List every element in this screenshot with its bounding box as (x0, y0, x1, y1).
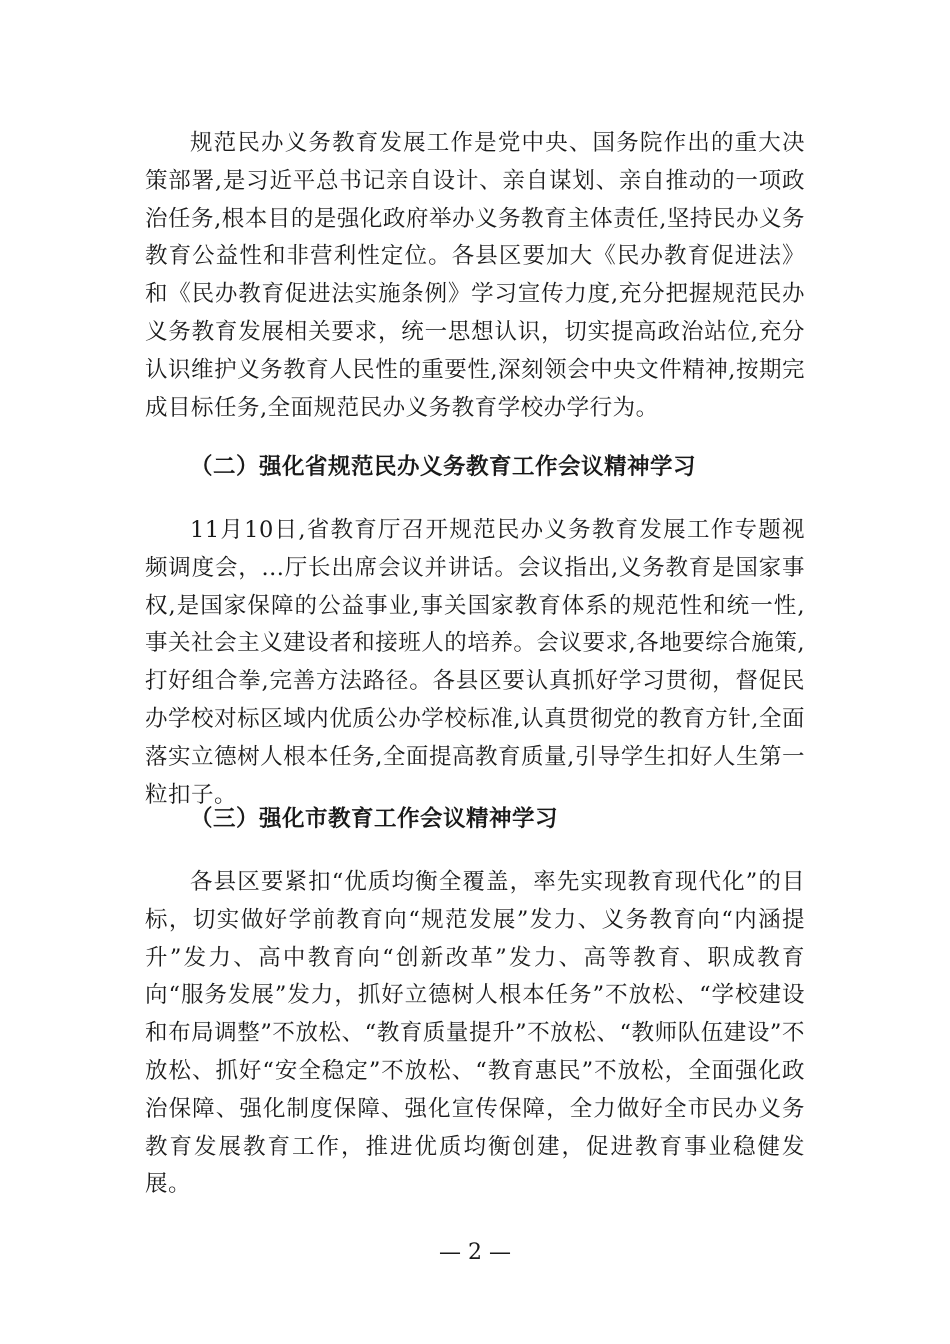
page-number: — 2 — (439, 1240, 511, 1265)
body-paragraph: 11月10日,省教育厅召开规范民办义务教育发展工作专题视频调度会，...厅长出席会议并讲话。会议指出,义务教育是国家事权,是国家保障的公益事业,事关国家教育体系的规范性和统一性,事关社会主义建设者和接班人的培养。会议要求,各地要综合施策,打好组合拳,完善方法路径。各县区要认真抓好学习贯彻，督促民办学校对标区域内优质公办学校标准,认真贯彻党的教育方针,全面落实立德树人根本任务,全面提高教育质量,引导学生扣好人生第一粒扣子。 (145, 517, 805, 808)
body-paragraph: 各县区要紧扣“优质均衡全覆盖，率先实现教育现代化”的目标，切实做好学前教育向“规范发展”发力、义务教育向“内涵提升”发力、高中教育向“创新改革”发力、高等教育、职成教育向“服务发展”发力，抓好立德树人根本任务”不放松、“学校建设和布局调整”不放松、“教育质量提升”不放松、“教师队伍建设”不放松、抓好“安全稳定”不放松、“教育惠民”不放松，全面强化政治保障、强化制度保障、强化宣传保障，全力做好全市民办义务教育发展教育工作，推进优质均衡创建，促进教育事业稳健发展。 (145, 869, 805, 1198)
section-heading: （三）强化市教育工作会议精神学习 (190, 806, 559, 832)
body-paragraph: 规范民办义务教育发展工作是党中央、国务院作出的重大决策部署,是习近平总书记亲自设计、亲自谋划、亲自推动的一项政治任务,根本目的是强化政府举办义务教育主体责任,坚持民办义务教育公益性和非营利性定位。各县区要加大《民办教育促进法》和《民办教育促进法实施条例》学习宣传力度,充分把握规范民办义务教育发展相关要求，统一思想认识，切实提高政治站位,充分认识维护义务教育人民性的重要性,深刻领会中央文件精神,按期完成目标任务,全面规范民办义务教育学校办学行为。 (145, 130, 805, 421)
section-heading: （二）强化省规范民办义务教育工作会议精神学习 (190, 454, 697, 480)
